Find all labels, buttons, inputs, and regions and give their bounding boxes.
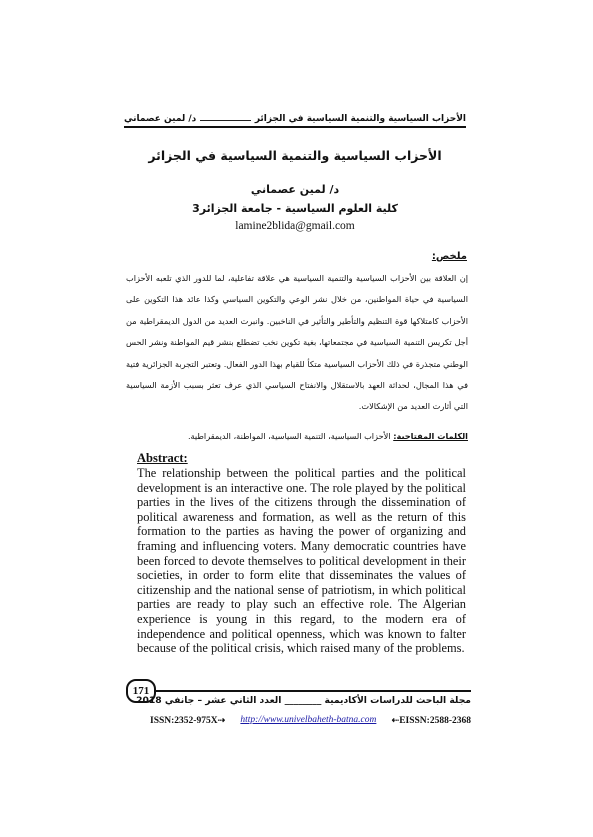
keywords-line — [126, 431, 468, 441]
running-header — [124, 108, 466, 124]
page-number: 171 — [126, 679, 156, 703]
header-rule — [124, 126, 466, 128]
paper-affiliation: كلية العلوم السياسية - جامعة الجزائر3 — [192, 202, 398, 215]
running-header-title: الأحزاب السياسية والتنمية السياسية في الجزائر — [254, 114, 466, 124]
keywords-label: الكلمات المفتاحية: — [393, 431, 468, 441]
english-abstract-heading: Abstract: — [137, 451, 188, 465]
journal-name: مجلة الباحث للدراسات الأكاديمية — [324, 695, 471, 706]
journal-issue: العدد الثاني عشر – جانفي 2018 — [136, 695, 282, 706]
journal-line — [136, 695, 471, 706]
running-header-author: د/ لمين عصماني — [124, 114, 197, 124]
english-abstract-text: The relationship between the political parties and the political development is an interactive one. The role played by the political parties in the lives of the citizens through the dissemination of political awareness and formation, as well as the return of this formation to the parties as having the power of organizing and framing and influencing voters. Many democratic countries have been forced to devote themselves to political development in their societies, in order to form elite that disseminates the values of citizenship and the national sense of patriotism, in which political parties are ready to play such an effective role. The Algerian experience is young in this regard, to the modern era of independence and political openness, which was known to falter because of the political crisis, which raised many of the problems. — [137, 466, 466, 656]
footer-rule — [148, 690, 471, 692]
paper-author: د/ لمين عصماني — [250, 183, 340, 196]
journal-leader: ________ — [281, 695, 322, 706]
issn: ISSN:2352-975X — [150, 716, 218, 726]
arabic-abstract-text: إن العلاقة بين الأحزاب السياسية والتنمية السياسية هي علاقة تفاعلية، لما للدور الذي تلعبه الأحزاب السياسية في حياة المواطنين، من خلال نشر الوعي والتكوين السياسي وكذا عائد هذا التكوين على الأحزاب كامتلاكها قوة التنظيم والتأطير والتأثير في الناخبين. وانبرت العديد من الدول الديمقراطية من أجل تكريس التنمية السياسية في مجتمعاتها، بغية تكوين نخب تضطلع بنشر قيم المواطنة ونشر الحس الوطني متجذرة في ذلك الأحزاب السياسية متكأ للقيام بهذا الدور الفعال. وتعتبر التجربة الجزائرية فتية في هذا المجال، لحداثة العهد بالاستقلال والانفتاح السياسي الذي عرف تعثر بسبب الأزمة السياسية التي أثارت العديد من الإشكالات. — [126, 273, 468, 412]
issn-line — [150, 715, 471, 726]
eissn: EISSN:2588-2368 — [399, 716, 471, 726]
running-header-leader — [200, 120, 251, 121]
issn-block — [150, 715, 225, 726]
arrow-right-icon: ⇢ — [217, 715, 226, 725]
paper-title: الأحزاب السياسية والتنمية السياسية في الجزائر — [148, 148, 442, 163]
journal-url[interactable]: http://www.univelbaheth-batna.com — [240, 715, 377, 725]
arrow-left-icon: ⇠ — [391, 715, 400, 725]
keywords-list: الأحزاب السياسية، التنمية السياسية، المواطنة، الديمقراطية. — [187, 431, 391, 441]
arabic-abstract-heading: ملخص: — [431, 251, 467, 262]
author-email[interactable]: lamine2blida@gmail.com — [235, 220, 355, 232]
eissn-block — [392, 715, 471, 726]
